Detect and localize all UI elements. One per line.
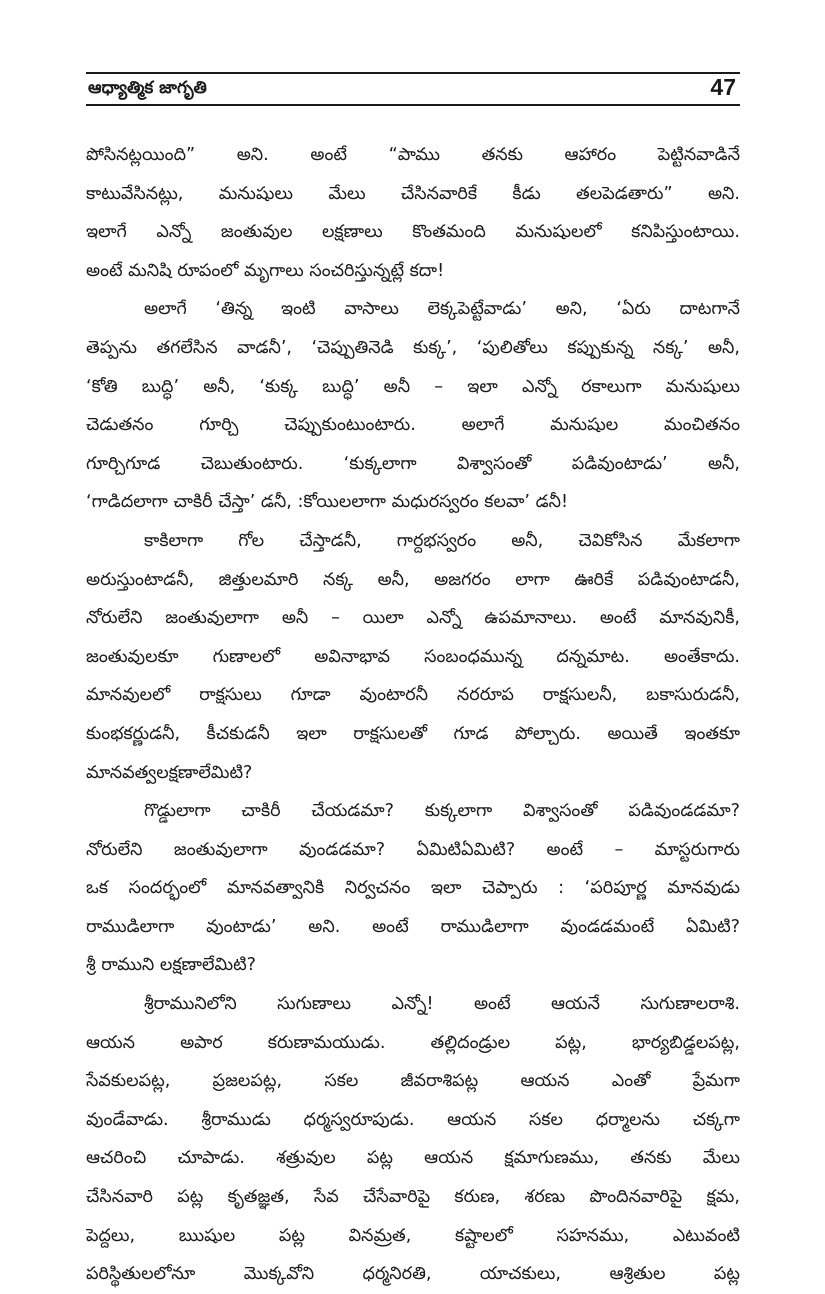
text-line: చెడుతనం గూర్చి చెప్పుకుంటుంటారు. అలాగే మనుషుల మంచితనం	[86, 415, 740, 436]
text-line: శ్రీ రాముని లక్షణాలేమిటి?	[86, 955, 257, 976]
text-line: మానవత్వలక్షణాలేమిటి?	[86, 762, 253, 783]
text-line: చేసినవారి పట్ల కృతజ్ఞత, సేవ చేసేవారిపై కరుణ, శరణు పొందినవారిపై క్షమ,	[86, 1187, 740, 1208]
book-title: ఆధ్యాత్మిక జాగృతి	[88, 78, 207, 98]
text-line: అరుస్తుంటాడనీ, జిత్తులమారి నక్క అనీ, అజగరం లాగా ఊరికే పడివుంటాడనీ,	[86, 569, 740, 590]
text-line: కాకిలాగా గోల చేస్తాడనీ, గార్దభస్వరం అనీ, చెవికోసిన మేకలాగా	[144, 530, 740, 551]
text-line: గూర్చిగూడ చెబుతుంటారు. ‘కుక్కలాగా విశ్వాసంతో పడివుంటాడు’ అనీ,	[86, 453, 740, 474]
text-line: అంటే మనిషి రూపంలో మృగాలు సంచరిస్తున్నట్లే కదా!	[86, 260, 445, 281]
text-line: నోరులేని జంతువులాగా అనీ – యిలా ఎన్నో ఉపమానాలు. అంటే మానవునికీ,	[86, 608, 740, 629]
text-line: ‘గాడిదలాగా చాకిరీ చేస్తా’ డనీ, :కోయిలలాగా మధురస్వరం కలవా’ డనీ!	[86, 492, 569, 513]
text-line: జంతువులకూ గుణాలలో అవినాభావ సంబంధమున్న దన్నమాట. అంతేకాదు.	[86, 646, 740, 667]
text-line: ఒక సందర్భంలో మానవత్వానికి నిర్వచనం ఇలా చెప్పారు : ‘పరిపూర్ణ మానవుడు	[86, 878, 740, 899]
text-line: రాముడిలాగా వుంటాడు’ అని. అంటే రాముడిలాగా వుండడమంటే ఏమిటి?	[86, 916, 740, 937]
text-line: ఆయన అపార కరుణామయుడు. తల్లిదండ్రుల పట్ల, భార్యబిడ్డలపట్ల,	[86, 1032, 740, 1053]
text-line: అలాగే ‘తిన్న ఇంటి వాసాలు లెక్కపెట్టేవాడు’ అని, ‘ఏరు దాటగానే	[144, 299, 740, 320]
text-line: ఇలాగే ఎన్నో జంతువుల లక్షణాలు కొంతమంది మనుషులలో కనిపిస్తుంటాయి.	[86, 222, 740, 243]
text-line: శ్రీరామునిలోని సుగుణాలు ఎన్నో! అంటే ఆయనే సుగుణాలరాశి.	[144, 994, 740, 1015]
text-line: నోరులేని జంతువులాగా వుండడమా? ఏమిటిఏమిటి? అంటే – మాస్టరుగారు	[86, 839, 740, 860]
text-line: ‘కోతి బుద్ధి’ అనీ, ‘కుక్క బుద్ధి’ అనీ – ఇలా ఎన్నో రకాలుగా మనుషులు	[86, 376, 740, 397]
text-line: పరిస్థితులలోనూ మొక్కవోని ధర్మనిరతి, యాచకులు, ఆశ్రితుల పట్ల	[86, 1264, 740, 1285]
text-line: గొడ్డులాగా చాకిరీ చేయడమా? కుక్కలాగా విశ్వాసంతో పడివుండడమా?	[144, 801, 740, 822]
page-number: 47	[710, 74, 736, 100]
text-line: పోసినట్లయింది” అని. అంటే “పాము తనకు ఆహారం పెట్టినవాడినే	[86, 145, 740, 165]
body-text	[86, 136, 740, 1294]
running-header	[86, 72, 740, 106]
text-line: పెద్దలు, ఋషుల పట్ల వినమ్రత, కష్టాలలో సహనము, ఎటువంటి	[86, 1225, 740, 1246]
text-line: తెప్పను తగలేసిన వాడనీ’, ‘చెప్పుతినెడి కుక్క’, ‘పులితోలు కప్పుకున్న నక్క’ అనీ,	[86, 337, 740, 358]
text-line: సేవకులపట్ల, ప్రజలపట్ల, సకల జీవరాశిపట్ల ఆయన ఎంతో ప్రేమగా	[86, 1071, 740, 1092]
text-line: ఆచరించి చూపాడు. శత్రువుల పట్ల ఆయన క్షమాగుణము, తనకు మేలు	[86, 1148, 740, 1169]
text-line: కాటువేసినట్లు, మనుషులు మేలు చేసినవారికే కీడు తలపెడతారు” అని.	[86, 183, 740, 204]
text-line: కుంభకర్ణుడనీ, కీచకుడనీ ఇలా రాక్షసులతో గూడ పోల్చారు. అయితే ఇంతకూ	[86, 723, 740, 744]
text-line: మానవులలో రాక్షసులు గూడా వుంటారనీ నరరూప రాక్షసులనీ, బకాసురుడనీ,	[86, 685, 740, 706]
text-line: వుండేవాడు. శ్రీరాముడు ధర్మస్వరూపుడు. ఆయన సకల ధర్మాలను చక్కగా	[86, 1109, 740, 1130]
